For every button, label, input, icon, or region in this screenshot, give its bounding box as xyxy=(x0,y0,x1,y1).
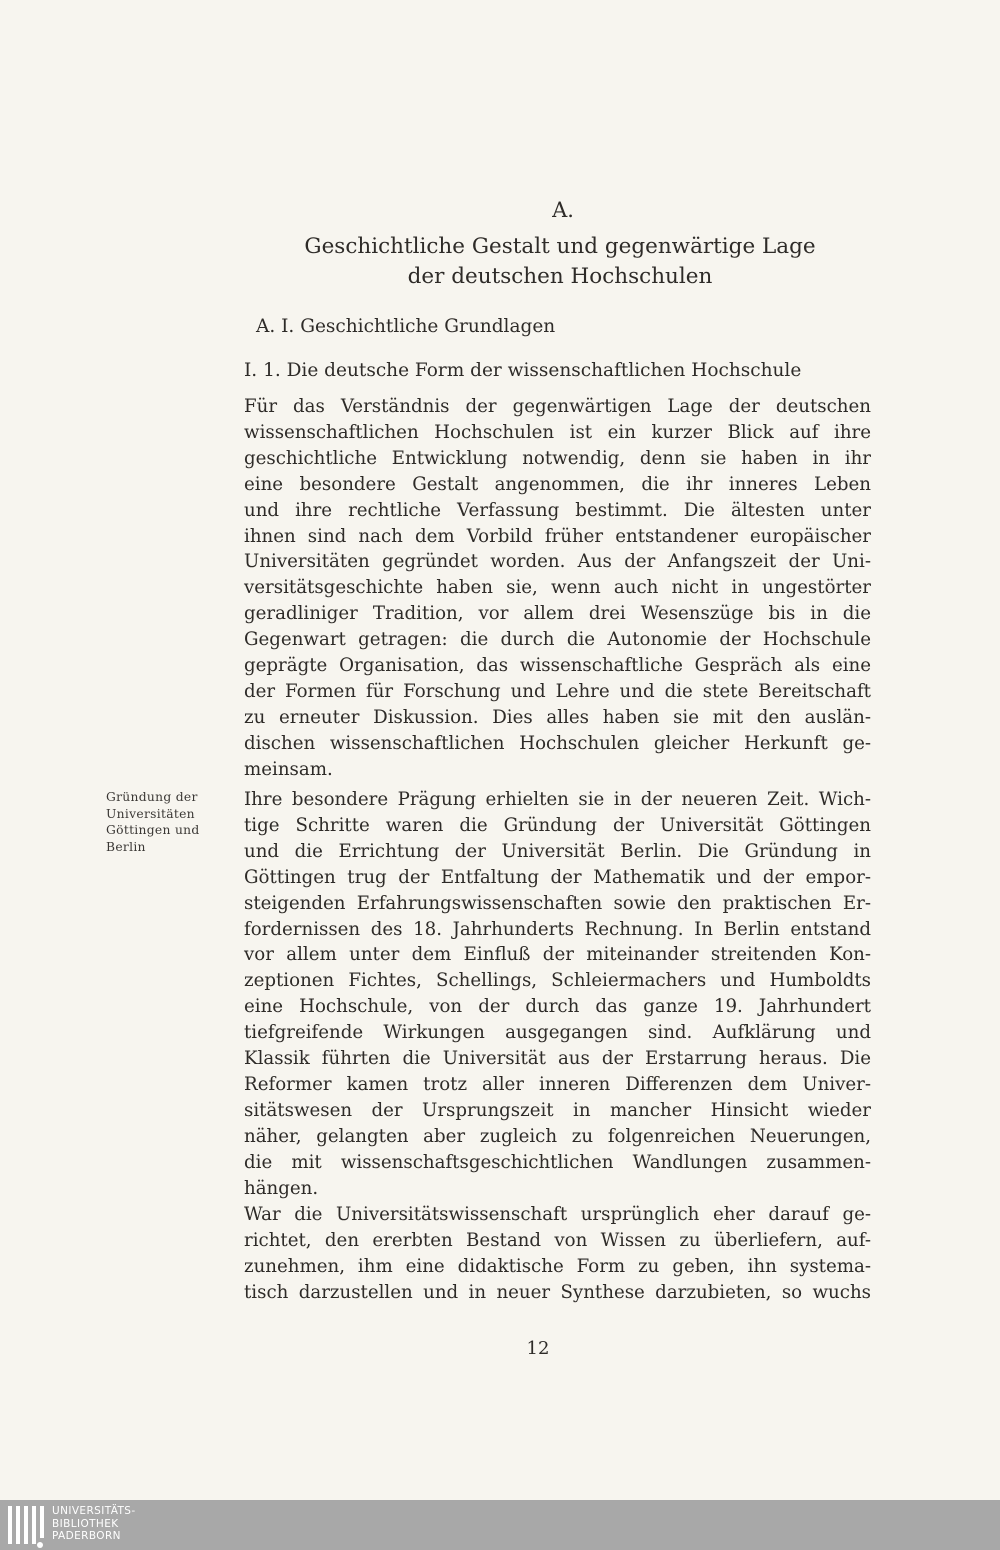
text-line: eine Hochschule, von der durch das ganze 19. Jahrhundert xyxy=(244,996,871,1018)
subsection-title: I. 1. Die deutsche Form der wissenschaftlichen Hochschule xyxy=(244,360,802,381)
chapter-title-line-2: der deutschen Hochschulen xyxy=(407,264,713,289)
text-line: vor allem unter dem Einfluß der miteinander streitenden Kon- xyxy=(244,944,871,966)
margin-note xyxy=(106,789,236,855)
text-line: Für das Verständnis der gegenwärtigen Lage der deutschen xyxy=(244,396,871,417)
text-line: Universitäten gegründet worden. Aus der Anfangszeit der Uni- xyxy=(244,551,871,573)
library-name-line: BIBLIOTHEK xyxy=(52,1517,119,1530)
library-name-line: UNIVERSITÄTS- xyxy=(52,1505,136,1517)
text-line: dischen wissenschaftlichen Hochschulen gleicher Herkunft ge- xyxy=(244,732,871,754)
text-line: meinsam. xyxy=(244,758,333,780)
text-line: Reformer kamen trotz aller inneren Differenzen dem Univer- xyxy=(244,1073,871,1095)
text-line: und ihre rechtliche Verfassung bestimmt. Die ältesten unter xyxy=(244,499,871,521)
text-line: der Formen für Forschung und Lehre und die stete Bereitschaft xyxy=(244,680,871,702)
text-line: tisch darzustellen und in neuer Synthese darzubieten, so wuchs xyxy=(244,1281,871,1303)
text-line: fordernissen des 18. Jahrhunderts Rechnung. In Berlin entstand xyxy=(244,918,871,940)
margin-note-line: Berlin xyxy=(106,839,146,854)
text-line: geprägte Organisation, das wissenschaftliche Gespräch als eine xyxy=(244,655,871,677)
text-line: zu erneuter Diskussion. Dies alles haben sie mit den auslän- xyxy=(244,706,871,728)
chapter-letter: A. xyxy=(552,198,574,222)
text-line: wissenschaftlichen Hochschulen ist ein kurzer Blick auf ihre xyxy=(244,421,871,443)
page-number: 12 xyxy=(526,1338,550,1359)
text-line: näher, gelangten aber zugleich zu folgenreichen Neuerungen, xyxy=(244,1125,871,1147)
text-line: richtet, den ererbten Bestand von Wissen zu überliefern, auf- xyxy=(244,1229,871,1251)
text-line: und die Errichtung der Universität Berlin. Die Gründung in xyxy=(244,840,871,862)
paragraph-3 xyxy=(244,1202,871,1306)
text-line: die mit wissenschaftsgeschichtlichen Wandlungen zusammen- xyxy=(244,1151,871,1173)
text-line: zeptionen Fichtes, Schellings, Schleiermachers und Humboldts xyxy=(244,970,871,992)
library-logo-icon xyxy=(6,1504,48,1546)
margin-note-line: Gründung der xyxy=(106,790,198,804)
text-line: geradliniger Tradition, vor allem drei Wesenszüge bis in die xyxy=(244,603,871,625)
chapter-title-line-1: Geschichtliche Gestalt und gegenwärtige Lage xyxy=(304,234,816,259)
margin-note-line: Universitäten xyxy=(106,806,195,821)
margin-note-line: Göttingen und xyxy=(106,823,200,837)
text-line: tige Schritte waren die Gründung der Universität Göttingen xyxy=(244,814,871,836)
text-line: steigenden Erfahrungswissenschaften sowie den praktischen Er- xyxy=(244,892,871,914)
text-line: zunehmen, ihm eine didaktische Form zu geben, ihn systema- xyxy=(244,1255,871,1277)
text-line: Klassik führten die Universität aus der Erstarrung heraus. Die xyxy=(244,1048,871,1070)
text-line: ihnen sind nach dem Vorbild früher entstandener europäischer xyxy=(244,525,871,547)
text-line: versitätsgeschichte haben sie, wenn auch nicht in ungestörter xyxy=(244,577,871,599)
text-line: tiefgreifende Wirkungen ausgegangen sind. Aufklärung und xyxy=(244,1022,871,1044)
library-footer xyxy=(0,1500,1000,1550)
text-line: Göttingen trug der Entfaltung der Mathematik und der empor- xyxy=(244,866,871,888)
library-name-line: PADERBORN xyxy=(52,1530,121,1542)
text-line: geschichtliche Entwicklung notwendig, denn sie haben in ihr xyxy=(244,447,871,469)
chapter-title xyxy=(250,232,870,292)
logo-dot-icon xyxy=(37,1542,43,1548)
section-title: A. I. Geschichtliche Grundlagen xyxy=(256,316,556,337)
text-line: War die Universitätswissenschaft ursprünglich eher darauf ge- xyxy=(244,1204,871,1225)
paragraph-2 xyxy=(244,787,871,1202)
text-line: hängen. xyxy=(244,1177,319,1199)
paragraph-1 xyxy=(244,394,871,783)
text-line: Gegenwart getragen: die durch die Autonomie der Hochschule xyxy=(244,629,871,651)
text-line: eine besondere Gestalt angenommen, die ihr inneres Leben xyxy=(244,473,871,495)
text-line: sitätswesen der Ursprungszeit in mancher Hinsicht wieder xyxy=(244,1099,871,1121)
library-name xyxy=(52,1505,136,1543)
text-line: Ihre besondere Prägung erhielten sie in der neueren Zeit. Wich- xyxy=(244,789,871,810)
